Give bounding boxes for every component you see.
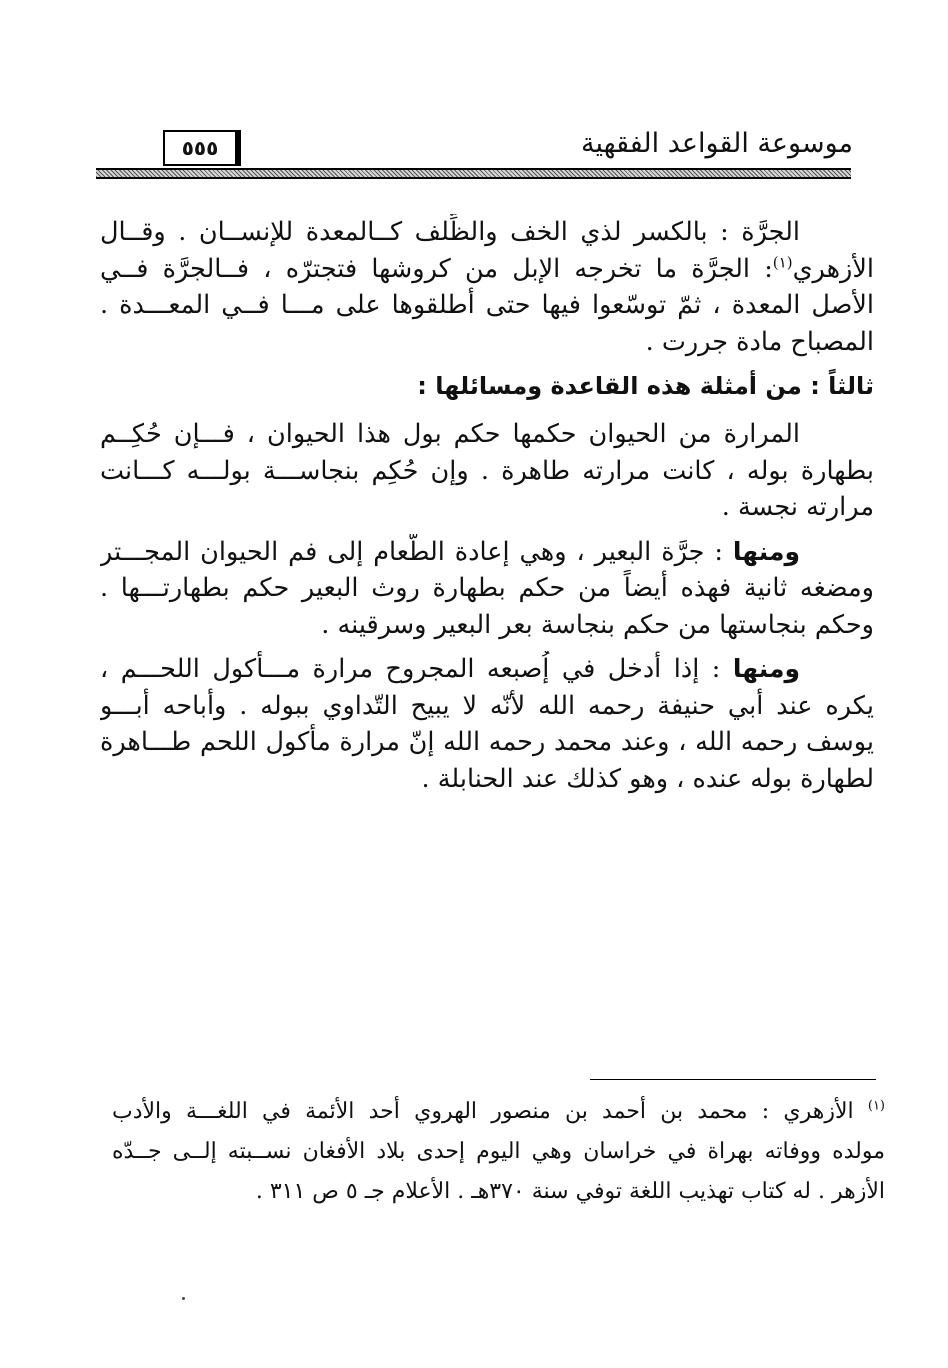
text-line: الجرَّة : بالكسر لذي الخف والظِّلف كــالمعدة للإنســان . وقــال bbox=[100, 217, 800, 247]
page-number: ٥٥٥ bbox=[181, 136, 219, 160]
text-line: ومضغه ثانية فهذه أيضاً من حكم بطهارة روث البعير حكم بطهارتـــها . bbox=[100, 573, 874, 603]
page-number-box bbox=[163, 130, 241, 166]
paragraph-finger bbox=[100, 651, 874, 797]
scan-speck bbox=[182, 1297, 185, 1300]
text-line bbox=[100, 251, 874, 288]
text-line: لطهارة بوله عنده ، وهو كذلك عند الحنابلة . bbox=[421, 763, 874, 794]
text-span: : جرَّة البعير ، وهي إعادة الطّعام إلى فم الحيوان المجـــتر bbox=[100, 536, 733, 567]
paragraph-definition bbox=[100, 214, 874, 360]
text-line: وحكم بنجاستها من حكم بنجاسة بعر البعير وسرقينه . bbox=[321, 609, 874, 640]
footnote-line: مولده ووفاته بهراة في خراسان وهي اليوم إحدى بلاد الأفغان نســبته إلــى جــدّه bbox=[112, 1139, 885, 1164]
footnote bbox=[112, 1092, 885, 1212]
text-line: بطهارة بوله ، كانت مرارته طاهرة . وإن حُكِم بنجاســـة بولـــه كـــانت bbox=[100, 455, 874, 486]
lead-word: ومنها bbox=[732, 654, 800, 683]
text-line: المرارة من الحيوان حكمها حكم بول هذا الحيوان ، فـــإن حُكِــم bbox=[100, 419, 800, 449]
paragraph-cud bbox=[100, 534, 874, 644]
text-line bbox=[100, 651, 874, 688]
text-line: المصباح مادة جررت . bbox=[645, 326, 874, 357]
footnote-rule bbox=[590, 1079, 876, 1080]
text-line: مرارته نجسة . bbox=[721, 492, 874, 522]
text-line: يوسف رحمه الله ، وعند محمد رحمه الله إنّ مرارة مأكول اللحم طـــاهرة bbox=[100, 727, 874, 757]
text-span: الأزهري : محمد بن أحمد بن منصور الهروي أحد الأئمة في اللغـــة والأدب bbox=[112, 1099, 868, 1124]
section-heading: ثالثاً : من أمثلة هذه القاعدة ومسائلها : bbox=[417, 372, 874, 400]
text-line: الأصل المعدة ، ثمّ توسّعوا فيها حتى أطلقوها على مـــا فــي المعـــدة . bbox=[100, 290, 874, 320]
running-header-title: موسوعة القواعد الفقهية bbox=[581, 128, 853, 159]
footnote-ref: (١) bbox=[772, 253, 793, 271]
text-line bbox=[100, 534, 874, 571]
text-span: الأزهري bbox=[792, 253, 874, 284]
text-span: : إذا أدخل في إُصبعه المجروح مرارة مـــأكول اللحـــم ، bbox=[100, 654, 733, 684]
paragraph-bile bbox=[100, 416, 874, 526]
header-rule bbox=[96, 168, 851, 179]
main-text bbox=[100, 214, 874, 797]
lead-word: ومنها bbox=[732, 536, 800, 566]
text-line: يكره عند أبي حنيفة رحمه الله لأنّه لا يبيح التّداوي ببوله . وأباحه أبـــو bbox=[100, 690, 874, 721]
footnote-marker: (١) bbox=[867, 1098, 885, 1114]
footnote-line: الأزهر . له كتاب تهذيب اللغة توفي سنة ٣٧٠هـ . الأعلام جـ ٥ ص ٣١١ . bbox=[255, 1179, 885, 1204]
footnote-line bbox=[112, 1092, 885, 1132]
text-span: : الجرَّة ما تخرجه الإبل من كروشها فتجترّه ، فــالجرَّة فــي bbox=[100, 253, 773, 284]
